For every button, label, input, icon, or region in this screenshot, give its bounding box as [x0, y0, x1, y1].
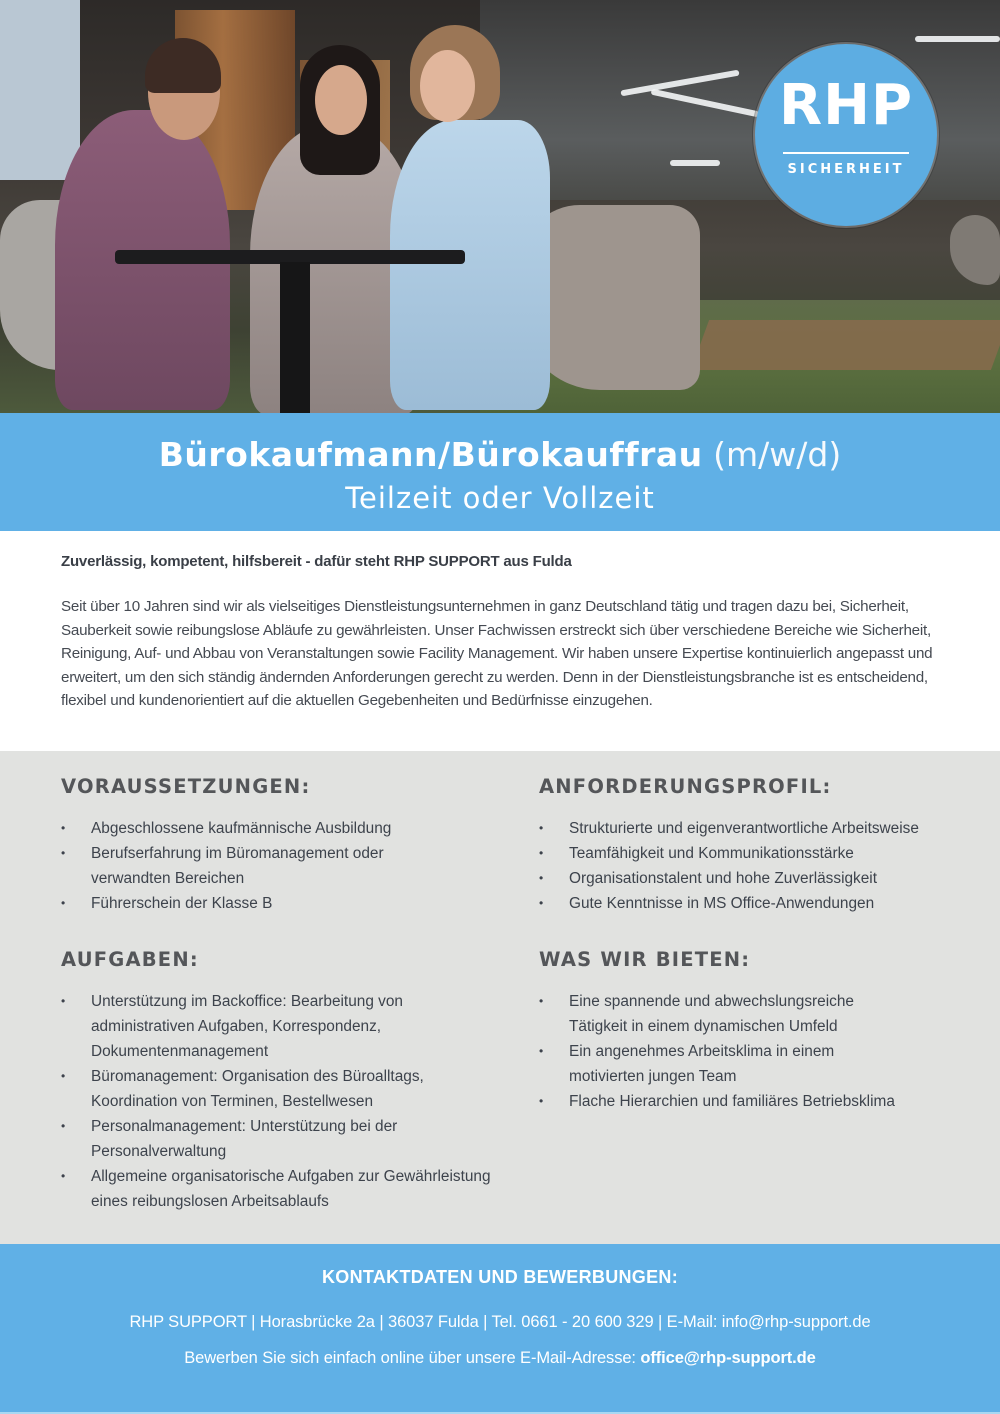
bullet-icon: •	[539, 871, 544, 885]
bullet-list	[61, 989, 501, 1214]
bullet-list	[539, 816, 969, 916]
list-item: • Eine spannende und abwechslungsreiche Tätigkeit in einem dynamischen Umfeld	[539, 989, 969, 1039]
bullet-icon: •	[61, 1119, 66, 1133]
bullet-list	[539, 989, 969, 1114]
person-middle-head	[315, 65, 367, 135]
list-item: • Berufserfahrung im Büromanagement oder verwandten Bereichen	[61, 841, 501, 891]
list-item: • Organisationstalent und hohe Zuverlässigkeit	[539, 866, 969, 891]
logo-divider	[783, 152, 909, 154]
section-voraussetzungen	[61, 774, 501, 916]
bullet-list	[61, 816, 501, 916]
section-heading: VORAUSSETZUNGEN:	[61, 775, 311, 798]
hero-photo	[0, 0, 1000, 413]
details-section	[0, 751, 1000, 1244]
list-item: • Gute Kenntnisse in MS Office-Anwendungen	[539, 891, 969, 916]
table-leg	[280, 262, 310, 413]
section-heading: AUFGABEN:	[61, 948, 199, 971]
list-item: • Büromanagement: Organisation des Büroalltags, Koordination von Terminen, Bestellwesen	[61, 1064, 501, 1114]
job-title-main: Bürokaufmann/Bürokauffrau	[158, 435, 703, 474]
intro-body: Seit über 10 Jahren sind wir als vielseitiges Dienstleistungsunternehmen in ganz Deutschland tätig und tragen dazu bei, Sicherheit, Sauberkeit sowie reibungslose Abläufe zu gewährleisten. Unser Fachwissen erstreckt sich über verschiedene Bereiche wie Sicherheit, Reinigung, Auf- und Abbau von Veranstaltungen sowie Facility Management. Wir haben unsere Expertise kontinuierlich angepasst und erweitert, um den sich ständig ändernden Anforderungen gerecht zu werden. Denn in der Dienstleistungsbranche ist es entscheidend, flexibel und kundenorientiert auf die aktuellen Gegebenheiten und Bedürfnisse einzugehen.	[61, 598, 933, 710]
list-item: • Personalmanagement: Unterstützung bei der Personalverwaltung	[61, 1114, 501, 1164]
section-was-wir-bieten	[539, 947, 969, 1114]
bullet-icon: •	[539, 994, 544, 1008]
bullet-icon: •	[61, 821, 66, 835]
list-item: • Unterstützung im Backoffice: Bearbeitung von administrativen Aufgaben, Korrespondenz, Dokumentenmanagement	[61, 989, 501, 1064]
list-item: • Führerschein der Klasse B	[61, 891, 501, 916]
person-right	[390, 120, 550, 410]
rhp-logo	[755, 44, 937, 226]
apply-text: Bewerben Sie sich einfach online über unsere E-Mail-Adresse:	[184, 1349, 636, 1367]
list-item: • Ein angenehmes Arbeitsklima in einem motivierten jungen Team	[539, 1039, 969, 1089]
apply-line	[0, 1349, 1000, 1368]
list-item: • Allgemeine organisatorische Aufgaben zur Gewährleistung eines reibungslosen Arbeitsablaufs	[61, 1164, 501, 1214]
ceiling-lamp	[670, 160, 720, 166]
section-aufgaben	[61, 947, 501, 1214]
background-screen	[0, 0, 80, 180]
chair	[950, 215, 1000, 285]
section-anforderungsprofil	[539, 774, 969, 916]
bullet-icon: •	[539, 1094, 544, 1108]
contact-footer	[0, 1244, 1000, 1412]
bullet-icon: •	[61, 1069, 66, 1083]
contact-heading: KONTAKTDATEN UND BEWERBUNGEN:	[321, 1267, 678, 1287]
bullet-icon: •	[61, 846, 66, 860]
bullet-icon: •	[61, 896, 66, 910]
job-title	[0, 435, 1000, 475]
logo-text: RHP	[778, 73, 914, 138]
bullet-icon: •	[539, 896, 544, 910]
job-title-gender: (m/w/d)	[713, 435, 842, 474]
list-item: • Strukturierte und eigenverantwortliche Arbeitsweise	[539, 816, 969, 841]
bullet-icon: •	[539, 846, 544, 860]
person-right-head	[420, 50, 475, 122]
bullet-icon: •	[539, 1044, 544, 1058]
bullet-icon: •	[539, 821, 544, 835]
list-item: • Abgeschlossene kaufmännische Ausbildung	[61, 816, 501, 841]
contact-details: RHP SUPPORT | Horasbrücke 2a | 36037 Fulda | Tel. 0661 - 20 600 329 | E-Mail: info@rhp-support.de	[129, 1313, 871, 1331]
bullet-icon: •	[61, 994, 66, 1008]
section-heading: WAS WIR BIETEN:	[539, 948, 751, 971]
section-heading: ANFORDERUNGSPROFIL:	[539, 775, 832, 798]
apply-email-link[interactable]: office@rhp-support.de	[640, 1349, 816, 1367]
job-subtitle: Teilzeit oder Vollzeit	[345, 481, 655, 515]
list-item: • Teamfähigkeit und Kommunikationsstärke	[539, 841, 969, 866]
background-floor-path	[691, 320, 1000, 370]
intro-section	[0, 531, 1000, 751]
ceiling-lamp	[915, 36, 1000, 42]
logo-subtext: SICHERHEIT	[787, 162, 905, 177]
title-band	[0, 413, 1000, 531]
intro-lead: Zuverlässig, kompetent, hilfsbereit - dafür steht RHP SUPPORT aus Fulda	[61, 553, 572, 570]
list-item: • Flache Hierarchien und familiäres Betriebsklima	[539, 1089, 969, 1114]
bullet-icon: •	[61, 1169, 66, 1183]
